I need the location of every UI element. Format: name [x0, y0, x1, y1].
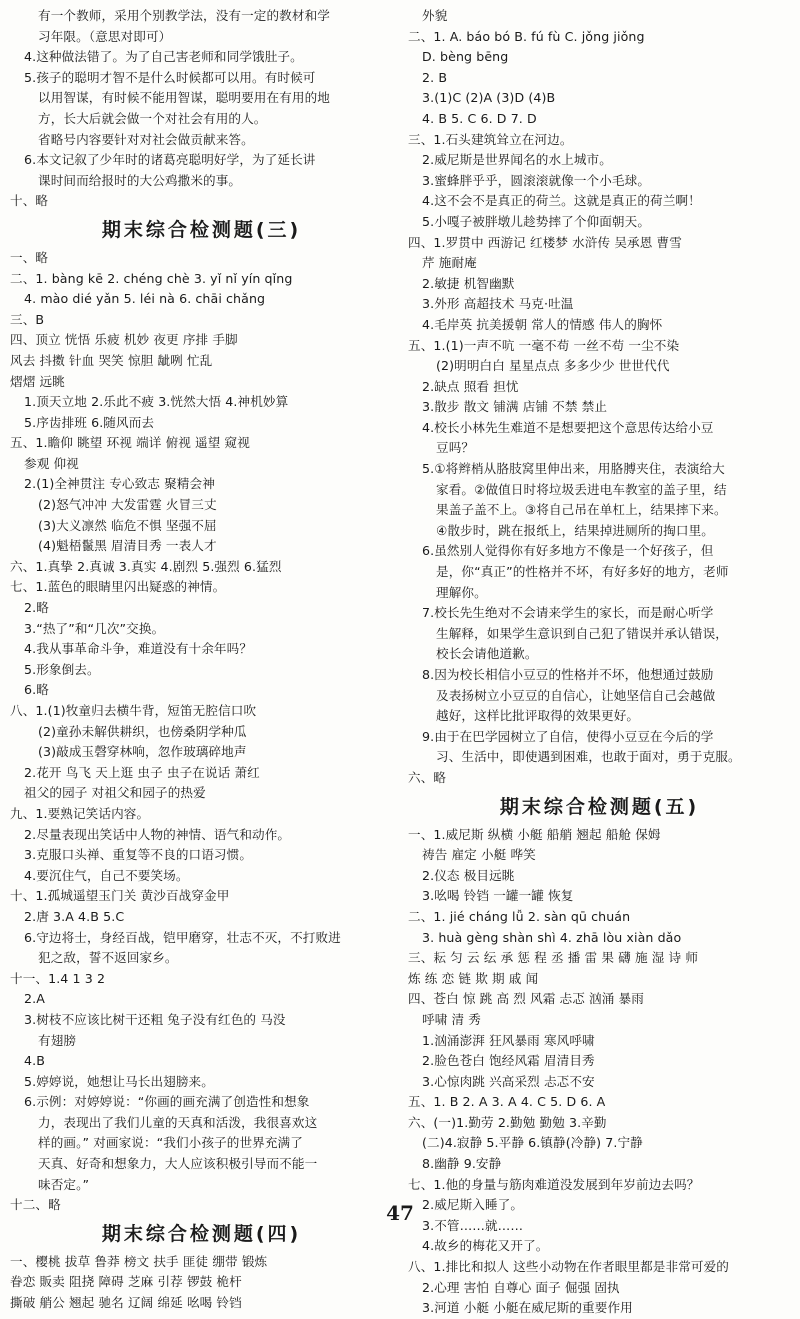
answer-line: 4.这不会不是真正的荷兰。这就是真正的荷兰啊！	[422, 193, 701, 209]
answer-line: 二、1. jié cháng lǚ 2. sàn qū chuán	[408, 908, 631, 924]
answer-line: 9.由于在巴学园树立了自信，使得小豆豆在今后的学	[422, 728, 714, 744]
answer-line: 3.吆喝 铃铛 一罐一罐 恢复	[422, 888, 574, 904]
answer-line: 六、(一)1.勤劳 2.勤勉 勤勉 3.辛勤	[408, 1114, 607, 1130]
answer-line: 豆吗？	[436, 440, 475, 456]
answer-line: D. bèng bēng	[422, 49, 509, 65]
answer-line: 2.花开 鸟飞 天上逛 虫子 虫子在说话 萧红	[24, 764, 260, 780]
answer-line: 八、1.(1)牧童归去横牛背，短笛无腔信口吹	[10, 703, 257, 718]
answer-line: 3.外形 高超技术 马克·吐温	[422, 296, 574, 312]
answer-line: 一、略	[10, 249, 49, 265]
section-title: 期末综合检测题(四)	[101, 1222, 302, 1245]
answer-line: 3.克服口头禅、重复等不良的口语习惯。	[24, 847, 253, 863]
answer-line: 5.序齿排班 6.随风而去	[24, 414, 155, 430]
answer-line: 犯之敌，誓不返回家乡。	[38, 950, 178, 966]
answer-line: 芹 施耐庵	[422, 255, 477, 271]
answer-line: 6.虽然别人觉得你有好多地方不像是一个好孩子，但	[422, 543, 714, 559]
answer-line: 8.幽静 9.安静	[422, 1156, 502, 1172]
answer-line: (2)明明白白 星星点点 多多少少 世世代代	[436, 358, 670, 374]
answer-line: 7.校长先生绝对不会请来学生的家长，而是耐心听学	[422, 605, 714, 621]
answer-line: 一、樱桃 拔草 鲁莽 榜文 扶手 匪徒 绷带 锻炼	[10, 1253, 268, 1269]
answer-line: 6.守边将士，身经百战，铠甲磨穿，壮志不灭，不打败进	[24, 929, 341, 945]
answer-line: 五、1.(1)一声不吭 一毫不苟 一丝不苟 一尘不染	[408, 337, 680, 353]
answer-line: 祷告 雇定 小艇 哗笑	[422, 847, 536, 863]
answer-line: 十、1.孤城遥望玉门关 黄沙百战穿金甲	[10, 888, 230, 904]
answer-line: 2.(1)全神贯注 专心致志 聚精会神	[24, 476, 215, 492]
answer-line: 1.汹涌澎湃 狂风暴雨 寒风呼啸	[422, 1032, 595, 1048]
answer-line: 七、1.蓝色的眼睛里闪出疑惑的神情。	[10, 579, 226, 595]
answer-line: 5.形象倒去。	[24, 661, 100, 677]
answer-line: 3.“热了”和“几次”交换。	[24, 620, 165, 636]
answer-line: 6.示例：对婷婷说：“你画的画充满了创造性和想象	[24, 1094, 310, 1110]
answer-line: 5.①将辫梢从胳肢窝里伸出来，用胳膊夹住，表演给大	[422, 461, 725, 477]
answer-line: 习年限。（意思对即可）	[38, 28, 172, 44]
answer-line: 3.河道 小艇 小艇在威尼斯的重要作用	[422, 1300, 633, 1316]
answer-line: 省略号内容要针对对社会做贡献来答。	[38, 131, 254, 147]
answer-line: 课时间而给报时的大公鸡撒米的事。	[38, 172, 242, 188]
answer-line: 5.婷婷说，她想让马长出翅膀来。	[24, 1073, 214, 1089]
answer-line: 四、顶立 恍悟 乐疲 机妙 夜更 序排 手脚	[10, 332, 238, 348]
answer-line: 味否定。”	[38, 1176, 90, 1192]
answer-line: 3.心惊肉跳 兴高采烈 忐忑不安	[422, 1073, 595, 1089]
answer-line: 2.威尼斯入睡了。	[422, 1197, 524, 1213]
answer-line: 十二、略	[10, 1197, 61, 1213]
answer-line: 2.A	[24, 991, 45, 1007]
answer-line: 2.缺点 照看 担忧	[422, 378, 519, 394]
answer-line: 6.略	[24, 682, 49, 698]
answer-line: (3)大义凛然 临危不惧 坚强不屈	[38, 517, 217, 533]
answer-line: ④散步时，跳在报纸上，结果掉进厕所的掏口里。	[436, 522, 714, 538]
answer-line: 4.故乡的梅花又开了。	[422, 1238, 549, 1254]
answer-line: 九、1.要熟记笑话内容。	[10, 805, 150, 821]
answer-line: 方，长大后就会做一个对社会有用的人。	[38, 110, 267, 126]
answer-line: 2.唐 3.A 4.B 5.C	[24, 908, 125, 924]
answer-line: 一、1.威尼斯 纵横 小艇 船艄 翘起 船舱 保姆	[408, 826, 661, 842]
answer-line: 习、生活中，即使遇到困难，也敢于面对，勇于克服。	[436, 749, 741, 765]
answer-line: 4.要沉住气，自己不要笑场。	[24, 867, 189, 883]
answer-line: 撕破 艄公 翘起 驰名 辽阔 绵延 吆喝 铃铛	[10, 1295, 242, 1311]
answer-line: 三、耘 匀 云 纭 承 惩 程 丞 播 雷 果 礴 施 湿 诗 师	[408, 950, 699, 966]
left-column	[10, 6, 393, 1311]
answer-line: 十、略	[10, 193, 49, 209]
answer-line: 2.脸色苍白 饱经风霜 眉清目秀	[422, 1053, 595, 1069]
answer-line: 八、1.排比和拟人 这些小动物在作者眼里都是非常可爱的	[408, 1259, 729, 1275]
answer-line: 二、1. A. báo bó B. fú fù C. jǒng jiǒng	[408, 28, 645, 44]
answer-line: 天真、好奇和想象力，大人应该积极引导而不能一	[38, 1156, 318, 1172]
answer-line: 家看。②做值日时将垃圾丢进电车教室的盖子里，结	[436, 481, 727, 497]
answer-line: 五、1. B 2. A 3. A 4. C 5. D 6. A	[408, 1094, 606, 1110]
answer-line: 4. B 5. C 6. D 7. D	[422, 110, 537, 126]
section-title: 期末综合检测题(五)	[499, 795, 700, 818]
answer-line: 8.因为校长相信小豆豆的性格并不坏，他想通过鼓励	[422, 667, 714, 682]
answer-line: 4.B	[24, 1053, 45, 1069]
answer-line: 炼 练 恋 链 欺 期 戚 闻	[408, 970, 539, 986]
answer-line: 五、1.瞻仰 眺望 环视 端详 俯视 遥望 窥视	[10, 435, 250, 451]
answer-line: 生解释，如果学生意识到自己犯了错误并承认错误，	[436, 625, 728, 641]
answer-line: 六、略	[408, 769, 447, 785]
answer-line: 3.树枝不应该比树干还粗 兔子没有红色的 马没	[24, 1011, 286, 1027]
answer-line: 越好，这样比批评取得的效果更好。	[436, 708, 640, 724]
page-number: 47	[386, 1201, 414, 1225]
answer-line: 眷恋 販卖 阻挠 障碍 芝麻 引荐 锣鼓 桅杆	[10, 1274, 242, 1290]
answer-line: 二、1. bàng kē 2. chéng chè 3. yǐ nǐ yín qǐng	[10, 270, 293, 286]
answer-line: 1.顶天立地 2.乐此不疲 3.恍然大悟 4.神机妙算	[24, 394, 289, 410]
answer-line: 5.小嘎子被胖墩儿趁势摔了个仰面朝天。	[422, 213, 651, 229]
answer-line: 2.敏捷 机智幽默	[422, 275, 515, 291]
answer-line: 三、1.石头建筑耸立在河边。	[408, 131, 573, 147]
answer-line: 七、1.他的身量与筋肉难道没发展到年岁前边去吗？	[408, 1176, 700, 1192]
answer-line: (2)童孙未解供耕织，也傍桑阴学种瓜	[38, 723, 247, 739]
answer-line: 3. huà gèng shàn shì 4. zhā lòu xiàn dǎo	[422, 929, 682, 945]
answer-line: 2.心理 害怕 自尊心 面子 倔强 固执	[422, 1279, 620, 1295]
answer-line: 四、1.罗贯中 西游记 红楼梦 水浒传 吴承恩 曹雪	[408, 234, 682, 250]
answer-line: 有一个教师，采用个别教学法，没有一定的教材和学	[38, 8, 330, 23]
answer-line: 样的画。” 对画家说：“我们小孩子的世界充满了	[38, 1135, 303, 1151]
answer-line: 4.这种做法错了。为了自己害老师和同学饿肚子。	[24, 49, 303, 65]
answer-line: 三、B	[10, 311, 45, 327]
answer-line: 4.我从事革命斗争，难道没有十余年吗？	[24, 641, 253, 657]
answer-line: 2.威尼斯是世界闻名的水上城市。	[422, 152, 612, 168]
answer-line: 六、1.真挚 2.真诚 3.真实 4.剧烈 5.强烈 6.猛烈	[10, 558, 282, 574]
answer-line: 2.略	[24, 600, 49, 616]
answer-line: 外貌	[422, 8, 448, 23]
answer-line: (二)4.寂静 5.平静 6.镇静(冷静) 7.宁静	[422, 1135, 643, 1151]
section-title: 期末综合检测题(三)	[101, 218, 302, 241]
answer-line: 2. B	[422, 69, 448, 85]
answer-line: 5.孩子的聪明才智不是什么时候都可以用。有时候可	[24, 69, 316, 85]
answer-line: 3.不管……就……	[422, 1217, 524, 1233]
answer-line: 4. mào dié yǎn 5. léi nà 6. chāi chǎng	[24, 291, 266, 307]
answer-line: 2.尽量表现出笑话中人物的神情、语气和动作。	[24, 826, 291, 842]
answer-line: 力，表现出了我们儿童的天真和活泼，我很喜欢这	[38, 1114, 318, 1130]
answer-line: (3)敲成玉磬穿林响，忽作玻璃碎地声	[38, 744, 247, 760]
answer-line: 2.仪态 极目远眺	[422, 867, 515, 883]
answer-line: 3.(1)C (2)A (3)D (4)B	[422, 90, 556, 106]
answer-line: 4.校长小林先生难道不是想要把这个意思传达给小豆	[422, 419, 714, 435]
answer-line: 四、苍白 惊 跳 高 烈 风霜 忐忑 汹涌 暴雨	[408, 991, 644, 1007]
answer-line: 十一、1.4 1 3 2	[10, 970, 106, 986]
answer-line: 风去 抖擞 针血 哭笑 惊胆 龇咧 忙乱	[10, 352, 213, 368]
answer-line: 祖父的园子 对祖父和园子的热爱	[24, 785, 206, 801]
answer-line: 及表扬树立小豆豆的自信心，让她坚信自己会越做	[436, 687, 716, 703]
answer-line: 参观 仰视	[24, 455, 79, 471]
answer-line: 有翅膀	[38, 1032, 77, 1048]
answer-line: 3.散步 散文 铺满 店铺 不禁 禁止	[422, 399, 608, 415]
right-column	[408, 6, 791, 1316]
answer-line: 6.本文记叙了少年时的诸葛亮聪明好学，为了延长讲	[24, 152, 316, 168]
answer-line: 理解你。	[436, 584, 487, 600]
answer-line: 以用智谋，有时候不能用智谋，聪明要用在有用的地	[38, 90, 330, 106]
answer-line: (4)魁梧鬣黑 眉清目秀 一表人才	[38, 538, 217, 554]
answer-line: 是，你“真正”的性格并不坏，有好多好的地方，老师	[436, 564, 729, 580]
answer-line: 熠熠 远眺	[10, 373, 65, 389]
answer-line: 校长会请他道歉。	[436, 646, 538, 662]
answer-line: 4.毛岸英 抗美援朝 常人的情感 伟人的胸怀	[422, 316, 663, 332]
answer-line: 果盖子盖不上。③将自己吊在单杠上，结果摔下来。	[436, 502, 727, 518]
answer-line: 呼啸 清 秀	[422, 1011, 481, 1027]
answer-line: 3.蜜蜂胖乎乎，圆滚滚就像一个小毛球。	[422, 172, 651, 188]
answer-line: (2)怒气冲冲 大发雷霆 火冒三丈	[38, 497, 217, 513]
